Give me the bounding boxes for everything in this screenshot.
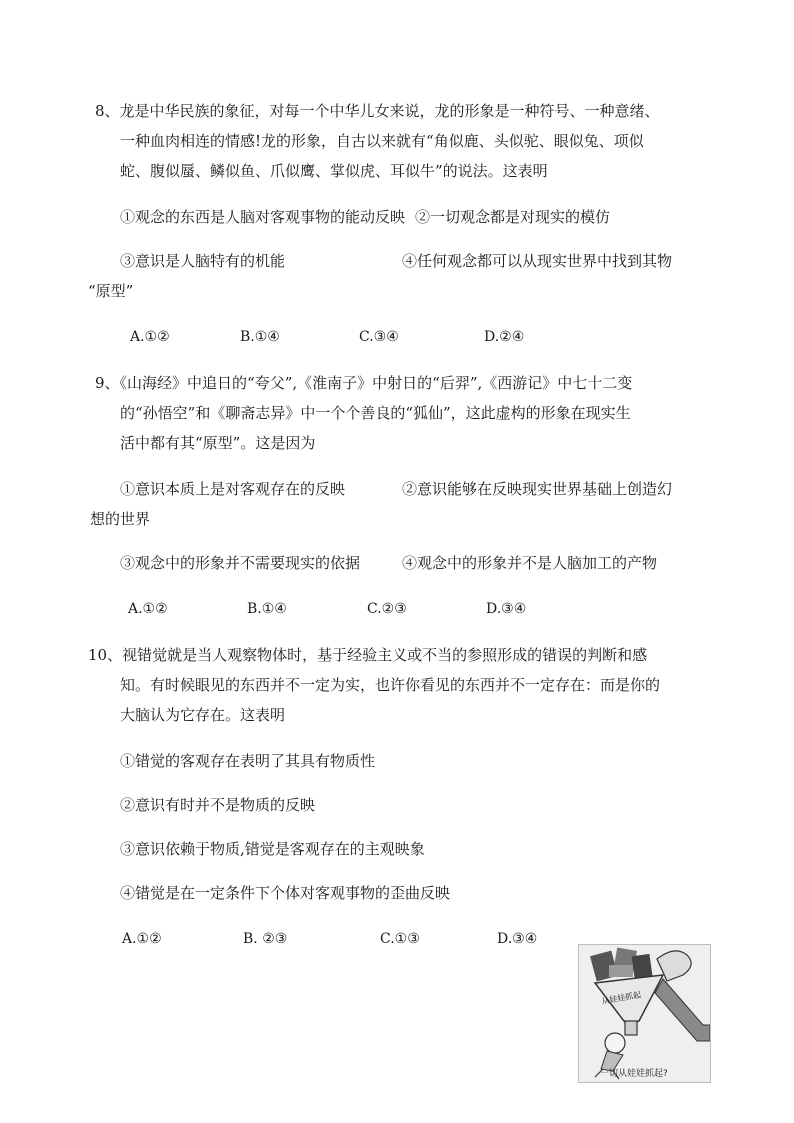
q9-option-d: D.③④ bbox=[486, 601, 527, 617]
q8-stem-line1: 8、龙是中华民族的象征，对每一个中华儿女来说，龙的形象是一种符号、一种意绪、 bbox=[95, 102, 660, 120]
q8-statement-2: ②一切观念都是对现实的模仿 bbox=[415, 208, 611, 226]
q10-option-c: C.①③ bbox=[380, 931, 420, 947]
cartoon-drawing bbox=[579, 945, 710, 1082]
q9-stem-line3: 活中都有其“原型”。这是因为 bbox=[120, 434, 316, 452]
cartoon-illustration bbox=[578, 944, 711, 1083]
q10-option-b: B. ②③ bbox=[243, 931, 288, 947]
q9-stem-line2: 的“孙悟空”和《聊斋志异》中一个个善良的“狐仙”，这此虚构的形象在现实生 bbox=[120, 404, 631, 422]
q9-statement-2-cont: 想的世界 bbox=[90, 510, 151, 528]
q9-stem-line1: 9、《山海经》中追日的“夸父”,《淮南子》中射日的“后羿”,《西游记》中七十二变 bbox=[95, 374, 633, 392]
q8-statement-3: ③意识是人脑特有的机能 bbox=[120, 252, 286, 270]
q8-statement-4: ④任何观念都可以从现实世界中找到其物 bbox=[402, 252, 673, 270]
q10-stem-line3: 大脑认为它存在。这表明 bbox=[120, 706, 286, 724]
q10-stem-line2: 知。有时候眼见的东西并不一定为实，也许你看见的东西并不一定存在：而是你的 bbox=[120, 676, 661, 694]
q10-statement-1: ①错觉的客观存在表明了其具有物质性 bbox=[120, 752, 376, 770]
q10-option-a: A.①② bbox=[122, 931, 162, 947]
q9-option-c: C.②③ bbox=[367, 601, 407, 617]
q8-statement-4-cont: “原型” bbox=[88, 282, 134, 300]
funnel-label: 从娃娃抓起 bbox=[600, 990, 642, 1007]
q9-statement-2: ②意识能够在反映现实世界基础上创造幻 bbox=[402, 480, 673, 498]
q9-option-b: B.①④ bbox=[247, 601, 287, 617]
child-icon bbox=[605, 1033, 625, 1053]
q8-statement-1: ①观念的东西是人脑对客观事物的能动反映 bbox=[120, 208, 406, 226]
q9-option-a: A.①② bbox=[128, 601, 168, 617]
q9-statement-1: ①意识本质上是对客观存在的反映 bbox=[120, 480, 346, 498]
q9-statement-4: ④观念中的形象并不是人脑加工的产物 bbox=[402, 554, 658, 572]
q10-stem-line1: 10、视错觉就是当人观察物体时，基于经验主义或不当的参照形成的错误的判断和感 bbox=[88, 646, 648, 664]
q10-statement-3: ③意识依赖于物质,错觉是客观存在的主观映象 bbox=[120, 840, 425, 858]
cartoon-caption: 一切从娃娃抓起? bbox=[600, 1069, 668, 1079]
q10-statement-2: ②意识有时并不是物质的反映 bbox=[120, 796, 316, 814]
q8-option-a: A.①② bbox=[130, 329, 170, 345]
q8-stem-line3: 蛇、腹似蜃、鳞似鱼、爪似鹰、掌似虎、耳似牛”的说法。这表明 bbox=[120, 162, 548, 180]
q10-statement-4: ④错觉是在一定条件下个体对客观事物的歪曲反映 bbox=[120, 884, 451, 902]
q8-option-c: C.③④ bbox=[359, 329, 399, 345]
q10-option-d: D.③④ bbox=[497, 931, 538, 947]
q8-stem-line2: 一种血肉相连的情感!龙的形象，自古以来就有“角似鹿、头似驼、眼似兔、项似 bbox=[120, 132, 644, 150]
q8-option-b: B.①④ bbox=[240, 329, 280, 345]
q9-statement-3: ③观念中的形象并不需要现实的依据 bbox=[120, 554, 361, 572]
q8-option-d: D.②④ bbox=[484, 329, 525, 345]
